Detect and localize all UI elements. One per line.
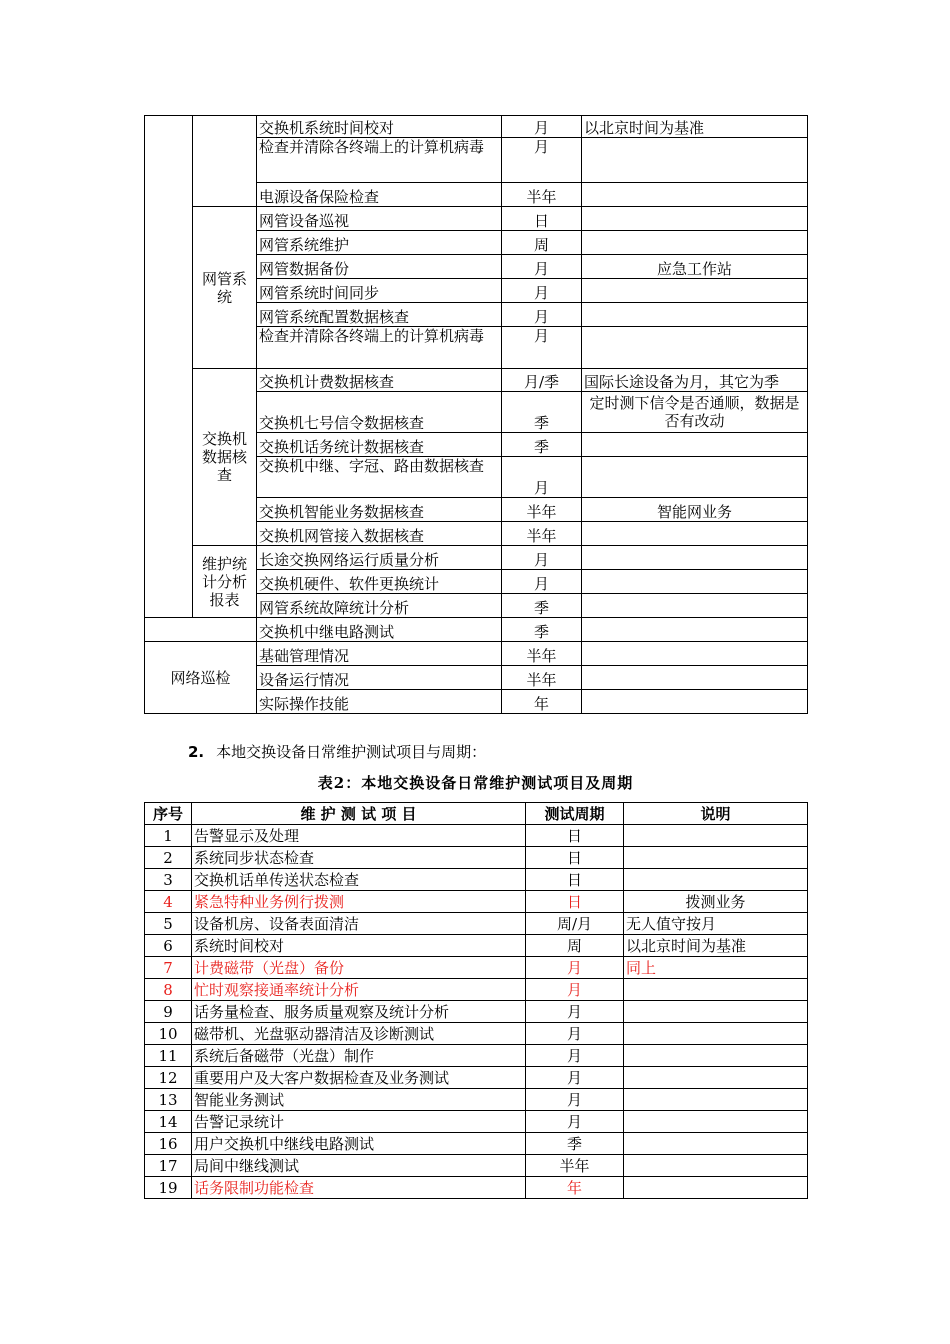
item-cell: 系统时间校对 xyxy=(192,935,526,957)
period-cell: 月 xyxy=(526,1089,624,1111)
note-cell: 同上 xyxy=(624,957,808,979)
no-cell: 7 xyxy=(145,957,192,979)
table-row xyxy=(145,546,808,570)
header-no: 序号 xyxy=(145,803,192,825)
table-row-highlighted xyxy=(145,1177,808,1199)
note-cell xyxy=(582,690,808,714)
period-cell: 月 xyxy=(526,1111,624,1133)
note-cell xyxy=(624,1045,808,1067)
period-cell: 日 xyxy=(526,847,624,869)
no-cell: 12 xyxy=(145,1067,192,1089)
table-row xyxy=(145,1089,808,1111)
item-cell: 交换机计费数据核查 xyxy=(257,369,502,392)
item-cell: 局间中继线测试 xyxy=(192,1155,526,1177)
group-cell-network-mgmt: 网管系统 xyxy=(193,207,257,369)
no-cell: 10 xyxy=(145,1023,192,1045)
item-cell: 交换机硬件、软件更换统计 xyxy=(257,570,502,594)
note-cell xyxy=(624,979,808,1001)
note-cell xyxy=(582,618,808,642)
period-cell: 月 xyxy=(502,138,582,183)
period-cell: 周/月 xyxy=(526,913,624,935)
note-cell xyxy=(582,433,808,457)
note-cell xyxy=(582,570,808,594)
item-cell: 忙时观察接通率统计分析 xyxy=(192,979,526,1001)
no-cell: 14 xyxy=(145,1111,192,1133)
category-cell xyxy=(145,618,257,642)
item-cell: 重要用户及大客户数据检查及业务测试 xyxy=(192,1067,526,1089)
period-cell: 季 xyxy=(526,1133,624,1155)
item-cell: 话务量检查、服务质量观察及统计分析 xyxy=(192,1001,526,1023)
item-cell: 网管数据备份 xyxy=(257,255,502,279)
item-cell: 磁带机、光盘驱动器清洁及诊断测试 xyxy=(192,1023,526,1045)
note-cell: 以北京时间为基准 xyxy=(582,116,808,138)
period-cell: 半年 xyxy=(526,1155,624,1177)
note-cell xyxy=(624,1111,808,1133)
table-row xyxy=(145,935,808,957)
item-cell: 系统同步状态检查 xyxy=(192,847,526,869)
item-cell: 网管系统配置数据核查 xyxy=(257,303,502,327)
period-cell: 月 xyxy=(502,327,582,369)
table-row xyxy=(145,1023,808,1045)
period-cell: 月 xyxy=(502,255,582,279)
period-cell: 半年 xyxy=(502,666,582,690)
period-cell: 月 xyxy=(526,979,624,1001)
no-cell: 19 xyxy=(145,1177,192,1199)
note-cell xyxy=(582,522,808,546)
note-cell xyxy=(624,1001,808,1023)
item-cell: 检查并清除各终端上的计算机病毒 xyxy=(257,138,502,183)
group-cell-stats-report: 维护统计分析报表 xyxy=(193,546,257,618)
item-cell: 交换机中继、字冠、路由数据核查 xyxy=(257,457,502,498)
note-cell: 国际长途设备为月，其它为季 xyxy=(582,369,808,392)
table-row xyxy=(145,1045,808,1067)
item-cell: 交换机话单传送状态检查 xyxy=(192,869,526,891)
table-row xyxy=(145,116,808,138)
no-cell: 13 xyxy=(145,1089,192,1111)
no-cell: 8 xyxy=(145,979,192,1001)
note-cell: 拨测业务 xyxy=(624,891,808,913)
item-cell: 告警显示及处理 xyxy=(192,825,526,847)
header-item: 维 护 测 试 项 目 xyxy=(192,803,526,825)
table-row xyxy=(145,207,808,231)
period-cell: 年 xyxy=(526,1177,624,1199)
item-cell: 交换机话务统计数据核查 xyxy=(257,433,502,457)
period-cell: 周 xyxy=(526,935,624,957)
local-switch-maintenance-table xyxy=(144,802,808,1199)
no-cell: 3 xyxy=(145,869,192,891)
note-cell xyxy=(582,231,808,255)
note-cell xyxy=(624,1177,808,1199)
table-body xyxy=(145,825,808,1199)
item-cell: 实际操作技能 xyxy=(257,690,502,714)
item-cell: 网管设备巡视 xyxy=(257,207,502,231)
section-heading xyxy=(188,741,486,762)
period-cell: 季 xyxy=(502,392,582,433)
period-cell: 半年 xyxy=(502,498,582,522)
note-cell xyxy=(582,207,808,231)
table-header-row xyxy=(145,803,808,825)
note-cell xyxy=(582,279,808,303)
note-cell: 定时测下信令是否通顺，数据是否有改动 xyxy=(582,392,808,433)
item-cell: 网管系统维护 xyxy=(257,231,502,255)
item-cell: 设备运行情况 xyxy=(257,666,502,690)
note-cell xyxy=(582,457,808,498)
header-note: 说明 xyxy=(624,803,808,825)
note-cell xyxy=(624,869,808,891)
note-cell: 以北京时间为基准 xyxy=(624,935,808,957)
maintenance-table-continued xyxy=(144,115,808,714)
period-cell: 月 xyxy=(526,1023,624,1045)
item-cell: 话务限制功能检查 xyxy=(192,1177,526,1199)
item-cell: 检查并清除各终端上的计算机病毒 xyxy=(257,327,502,369)
note-cell xyxy=(624,1155,808,1177)
period-cell: 日 xyxy=(526,891,624,913)
table-row xyxy=(145,642,808,666)
table-row xyxy=(145,1155,808,1177)
period-cell: 月 xyxy=(502,570,582,594)
note-cell: 应急工作站 xyxy=(582,255,808,279)
section-number: 2. xyxy=(188,743,205,761)
period-cell: 月 xyxy=(526,957,624,979)
group-cell-switch-data: 交换机数据核查 xyxy=(193,369,257,546)
item-cell: 设备机房、设备表面清洁 xyxy=(192,913,526,935)
no-cell: 1 xyxy=(145,825,192,847)
no-cell: 16 xyxy=(145,1133,192,1155)
no-cell: 6 xyxy=(145,935,192,957)
period-cell: 日 xyxy=(502,207,582,231)
period-cell: 年 xyxy=(502,690,582,714)
period-cell: 月 xyxy=(526,1001,624,1023)
item-cell: 交换机智能业务数据核查 xyxy=(257,498,502,522)
item-cell: 网管系统时间同步 xyxy=(257,279,502,303)
note-cell xyxy=(582,138,808,183)
note-cell: 无人值守按月 xyxy=(624,913,808,935)
table-row xyxy=(145,1001,808,1023)
item-cell: 交换机网管接入数据核查 xyxy=(257,522,502,546)
note-cell xyxy=(624,1023,808,1045)
period-cell: 月 xyxy=(526,1067,624,1089)
table-row xyxy=(145,869,808,891)
item-cell: 系统后备磁带（光盘）制作 xyxy=(192,1045,526,1067)
table-caption: 表2：本地交换设备日常维护测试项目及周期 xyxy=(317,774,634,792)
no-cell: 4 xyxy=(145,891,192,913)
item-cell: 紧急特种业务例行拨测 xyxy=(192,891,526,913)
note-cell xyxy=(582,303,808,327)
period-cell: 半年 xyxy=(502,183,582,207)
item-cell: 基础管理情况 xyxy=(257,642,502,666)
period-cell: 月 xyxy=(526,1045,624,1067)
no-cell: 11 xyxy=(145,1045,192,1067)
item-cell: 交换机系统时间校对 xyxy=(257,116,502,138)
section-text: 本地交换设备日常维护测试项目与周期： xyxy=(216,743,487,761)
period-cell: 日 xyxy=(526,825,624,847)
period-cell: 月/季 xyxy=(502,369,582,392)
no-cell: 5 xyxy=(145,913,192,935)
no-cell: 9 xyxy=(145,1001,192,1023)
period-cell: 周 xyxy=(502,231,582,255)
note-cell xyxy=(582,642,808,666)
table-row xyxy=(145,825,808,847)
item-cell: 电源设备保险检查 xyxy=(257,183,502,207)
table-row xyxy=(145,913,808,935)
table-row xyxy=(145,1067,808,1089)
no-cell: 17 xyxy=(145,1155,192,1177)
no-cell: 2 xyxy=(145,847,192,869)
period-cell: 半年 xyxy=(502,642,582,666)
table-row xyxy=(145,847,808,869)
period-cell: 季 xyxy=(502,618,582,642)
period-cell: 月 xyxy=(502,546,582,570)
item-cell: 交换机七号信令数据核查 xyxy=(257,392,502,433)
period-cell: 日 xyxy=(526,869,624,891)
group-cell-inspection: 网络巡检 xyxy=(145,642,257,714)
item-cell: 告警记录统计 xyxy=(192,1111,526,1133)
period-cell: 季 xyxy=(502,594,582,618)
item-cell: 智能业务测试 xyxy=(192,1089,526,1111)
note-cell xyxy=(624,1089,808,1111)
item-cell: 用户交换机中继线电路测试 xyxy=(192,1133,526,1155)
period-cell: 月 xyxy=(502,457,582,498)
note-cell xyxy=(624,1133,808,1155)
note-cell xyxy=(582,666,808,690)
note-cell xyxy=(624,825,808,847)
item-cell: 长途交换网络运行质量分析 xyxy=(257,546,502,570)
note-cell xyxy=(582,594,808,618)
period-cell: 季 xyxy=(502,433,582,457)
note-cell xyxy=(582,183,808,207)
group-cell xyxy=(193,116,257,207)
note-cell xyxy=(624,847,808,869)
header-period: 测试周期 xyxy=(526,803,624,825)
note-cell: 智能网业务 xyxy=(582,498,808,522)
item-cell: 网管系统故障统计分析 xyxy=(257,594,502,618)
table-row-highlighted xyxy=(145,891,808,913)
table-row xyxy=(145,1133,808,1155)
item-cell: 计费磁带（光盘）备份 xyxy=(192,957,526,979)
table-row xyxy=(145,369,808,392)
table-row xyxy=(145,618,808,642)
table-row-highlighted xyxy=(145,979,808,1001)
period-cell: 半年 xyxy=(502,522,582,546)
category-cell xyxy=(145,116,193,618)
item-cell: 交换机中继电路测试 xyxy=(257,618,502,642)
table-row xyxy=(145,1111,808,1133)
table-row-highlighted xyxy=(145,957,808,979)
period-cell: 月 xyxy=(502,116,582,138)
note-cell xyxy=(582,546,808,570)
note-cell xyxy=(582,327,808,369)
period-cell: 月 xyxy=(502,279,582,303)
period-cell: 月 xyxy=(502,303,582,327)
note-cell xyxy=(624,1067,808,1089)
